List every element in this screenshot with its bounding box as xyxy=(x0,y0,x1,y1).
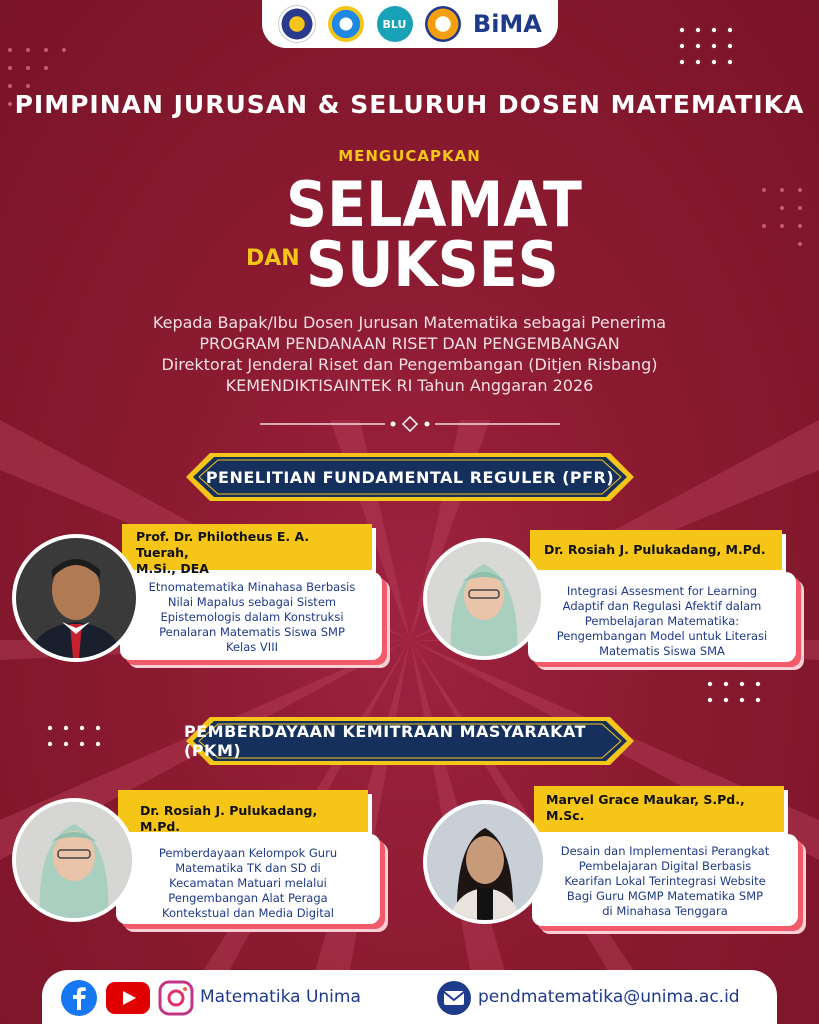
title-sukses: SUKSES xyxy=(306,228,559,301)
name-tag-pulukadang-pkm xyxy=(118,790,368,832)
section-banner-pkm xyxy=(184,715,636,767)
name-tag-tuerah xyxy=(122,524,372,576)
desc-line: Pembelajaran Digital Berbasis xyxy=(578,859,752,873)
dot-pattern-top-right xyxy=(672,22,752,72)
desc-line: Matematika TK dan SD di xyxy=(175,861,321,875)
social-handle[interactable]: Matematika Unima xyxy=(200,987,361,1007)
desc-line: Nilai Mapalus sebagai Sistem xyxy=(167,595,337,609)
desc-line: Kelas VIII xyxy=(226,640,278,654)
desc-line: Epistemologis dalam Konstruksi xyxy=(160,610,344,624)
desc-line: Kecamatan Matuari melalui xyxy=(169,876,327,890)
intro-line-2: PROGRAM PENDANAAN RISET DAN PENGEMBANGAN xyxy=(199,334,620,353)
desc-line: di Minahasa Tenggara xyxy=(602,904,728,918)
desc-line: Pengembangan Model untuk Literasi xyxy=(556,629,768,643)
instagram-icon[interactable] xyxy=(158,980,194,1016)
desc-line: Pengembangan Alat Peraga xyxy=(168,891,328,905)
mail-icon[interactable] xyxy=(436,980,472,1016)
subheadline: MENGUCAPKAN xyxy=(338,147,481,165)
dot-pattern-right xyxy=(700,180,819,310)
avatar-maukar xyxy=(423,800,547,924)
card-description xyxy=(538,844,792,919)
avatar-tuerah xyxy=(12,534,140,662)
desc-line: Kearifan Lokal Terintegrasi Website xyxy=(564,874,766,888)
avatar-pulukadang-pkm xyxy=(12,798,136,922)
intro-line-4: KEMENDIKTISAINTEK RI Tahun Anggaran 2026 xyxy=(225,376,594,395)
dot-pattern-mid-right xyxy=(700,676,780,716)
name-line: Prof. Dr. Philotheus E. A. Tuerah, xyxy=(136,529,310,560)
card-description xyxy=(126,580,378,655)
card-description xyxy=(534,584,790,659)
footer-bar xyxy=(42,970,777,1024)
youtube-icon[interactable] xyxy=(106,982,150,1014)
desc-line: Bagi Guru MGMP Matematika SMP xyxy=(566,889,764,903)
name-line: M.Si., DEA xyxy=(136,561,209,576)
avatar-pulukadang-pfr xyxy=(423,538,545,660)
intro-line-3: Direktorat Jenderal Riset dan Pengembangan (Ditjen Risbang) xyxy=(161,355,658,374)
desc-line: Etnomatematika Minahasa Berbasis xyxy=(148,580,356,594)
email-address[interactable]: pendmatematika@unima.ac.id xyxy=(478,987,740,1007)
mathematics-logo xyxy=(328,6,364,42)
desc-line: Adaptif dan Regulasi Afektif dalam xyxy=(562,599,762,613)
blu-logo: BLU xyxy=(377,6,413,42)
section-title: PEMBERDAYAAN KEMITRAAN MASYARAKAT (PKM) xyxy=(184,722,587,760)
card-description xyxy=(122,846,374,921)
name-tag-pulukadang-pfr xyxy=(530,530,782,570)
logo-bar xyxy=(262,0,558,48)
name-tag-maukar xyxy=(534,786,784,832)
name-line: Dr. Rosiah J. Pulukadang, M.Pd. xyxy=(544,542,766,557)
desc-line: Integrasi Assesment for Learning xyxy=(566,584,758,598)
desc-line: Pemberdayaan Kelompok Guru xyxy=(158,846,338,860)
name-line: Dr. Rosiah J. Pulukadang, M.Pd. xyxy=(140,803,318,834)
desc-line: Penalaran Matematis Siswa SMP xyxy=(159,625,345,639)
section-banner-pfr xyxy=(184,451,636,503)
desc-line: Desain dan Implementasi Perangkat xyxy=(560,844,770,858)
bima-logo-text: BiMA xyxy=(472,10,542,38)
ornament-divider xyxy=(260,416,560,432)
title-selamat: SELAMAT xyxy=(286,168,582,241)
facebook-icon[interactable] xyxy=(60,979,98,1017)
dot-pattern-left xyxy=(0,40,140,200)
desc-line: Matematis Siswa SMA xyxy=(599,644,725,658)
title-dan: DAN xyxy=(246,246,300,271)
name-line: Marvel Grace Maukar, S.Pd., xyxy=(546,792,745,807)
intro-line-1: Kepada Bapak/Ibu Dosen Jurusan Matematika sebagai Penerima xyxy=(152,313,667,332)
desc-line: Pembelajaran Matematika: xyxy=(584,614,740,628)
dot-pattern-mid-left xyxy=(40,720,120,760)
university-seal-logo xyxy=(278,5,316,43)
desc-line: Kontekstual dan Media Digital xyxy=(161,906,334,920)
name-line: M.Sc. xyxy=(546,808,585,823)
section-title: PENELITIAN FUNDAMENTAL REGULER (PFR) xyxy=(205,467,615,487)
intro-text xyxy=(0,312,819,396)
bima-emblem-logo xyxy=(425,6,461,42)
headline: PIMPINAN JURUSAN & SELURUH DOSEN MATEMATIKA xyxy=(14,90,805,119)
